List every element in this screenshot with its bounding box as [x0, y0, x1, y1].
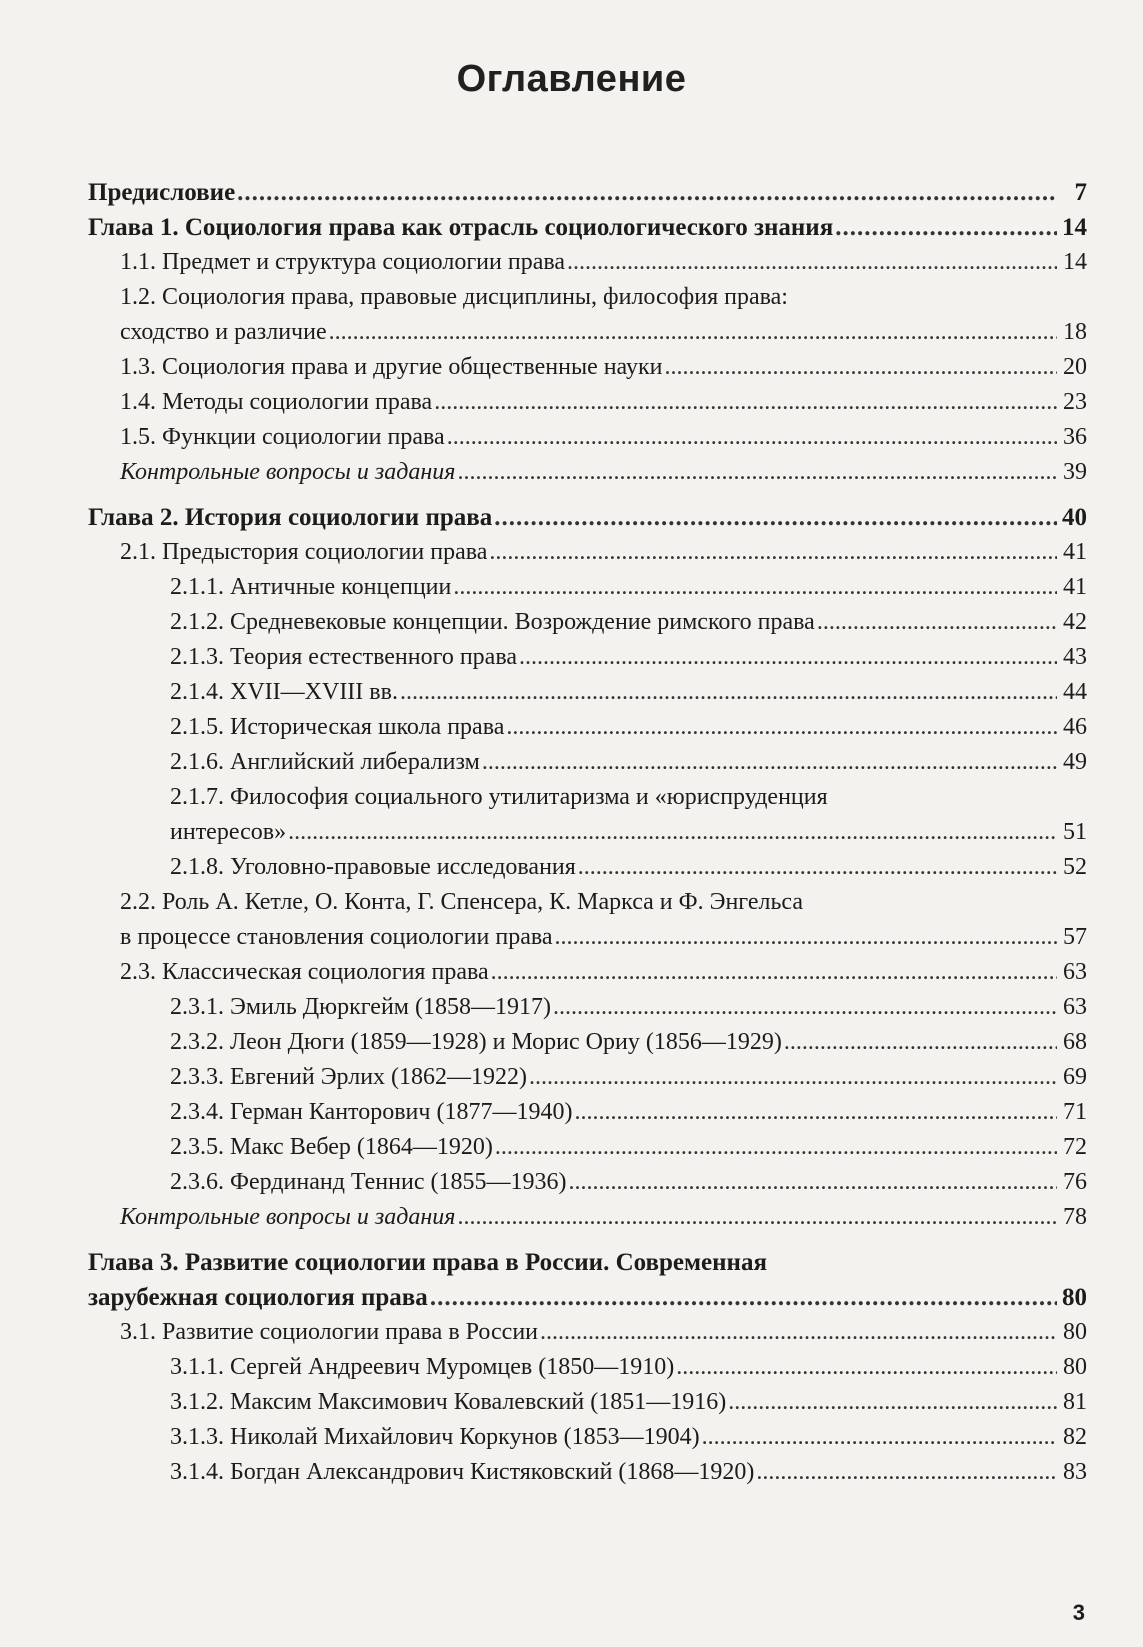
toc-page-number: 14	[1062, 214, 1087, 241]
toc-entry-title: 2.3.2. Леон Дюги (1859—1928) и Морис Ориу (1856—1929)	[170, 1029, 782, 1055]
dot-leader	[756, 1455, 1057, 1490]
dot-leader	[817, 605, 1057, 640]
toc-page-number: 68	[1063, 1029, 1087, 1055]
toc-page-number: 14	[1063, 249, 1087, 275]
toc-entry-title: интересов»	[170, 819, 287, 845]
dot-leader	[430, 1280, 1057, 1315]
toc-chapter-entry[interactable]	[88, 500, 1087, 535]
toc-page-number: 23	[1063, 389, 1087, 415]
toc-page-number: 51	[1063, 819, 1087, 845]
toc-page-number: 71	[1063, 1099, 1087, 1125]
toc-page-number: 83	[1063, 1459, 1087, 1485]
toc-entry[interactable]	[88, 1315, 1087, 1350]
dot-leader	[329, 315, 1057, 350]
toc-entry-title: Предисловие	[88, 179, 236, 206]
toc-entry-title: 2.1.3. Теория естественного права	[170, 644, 518, 670]
toc-entry-title: 2.1. Предыстория социологии права	[120, 539, 488, 565]
toc-entry-title: 1.1. Предмет и структура социологии права	[120, 249, 566, 275]
dot-leader	[676, 1350, 1057, 1385]
toc-entry[interactable]	[88, 850, 1087, 885]
toc-entry[interactable]	[88, 535, 1087, 570]
dot-leader	[835, 210, 1057, 245]
dot-leader	[491, 955, 1057, 990]
toc-page-number: 42	[1063, 609, 1087, 635]
toc-page-number: 44	[1063, 679, 1087, 705]
dot-leader	[237, 175, 1057, 210]
toc-entry-title: 1.2. Социология права, правовые дисциплины, философия права:	[120, 284, 788, 310]
toc-page-number: 39	[1063, 459, 1087, 485]
toc-page-number: 80	[1063, 1354, 1087, 1380]
toc-entry-title: 2.1.6. Английский либерализм	[170, 749, 480, 775]
dot-leader	[506, 710, 1057, 745]
toc-page-number: 41	[1063, 539, 1087, 565]
toc-chapter-entry[interactable]	[88, 1245, 1087, 1315]
dot-leader	[434, 385, 1057, 420]
toc-entry-title: 2.1.8. Уголовно-правовые исследования	[170, 854, 576, 880]
dot-leader	[540, 1315, 1057, 1350]
dot-leader	[553, 990, 1057, 1025]
toc-entry[interactable]	[88, 955, 1087, 990]
toc-entry[interactable]	[88, 990, 1087, 1025]
toc-page-number: 69	[1063, 1064, 1087, 1090]
dot-leader	[447, 420, 1057, 455]
toc-entry[interactable]	[88, 1060, 1087, 1095]
toc-chapter-entry[interactable]	[88, 175, 1087, 210]
toc-entry-title: 2.1.7. Философия социального утилитаризма и «юриспруденция	[170, 784, 828, 810]
toc-page-number: 81	[1063, 1389, 1087, 1415]
toc-entry[interactable]	[88, 1385, 1087, 1420]
toc-entry-title: Глава 1. Социология права как отрасль социологического знания	[88, 214, 834, 241]
toc-page-number: 57	[1063, 924, 1087, 950]
toc-entry[interactable]	[88, 605, 1087, 640]
dot-leader	[457, 1200, 1057, 1235]
toc-entry[interactable]	[88, 1130, 1087, 1165]
toc-page-number: 80	[1062, 1284, 1087, 1311]
dot-leader	[529, 1060, 1057, 1095]
dot-leader	[568, 1165, 1057, 1200]
toc-entry-title: 1.5. Функции социологии права	[120, 424, 445, 450]
toc-entry[interactable]	[88, 675, 1087, 710]
toc-page-number: 46	[1063, 714, 1087, 740]
toc-page-number: 41	[1063, 574, 1087, 600]
toc-entry-title: 2.1.2. Средневековые концепции. Возрождение римского права	[170, 609, 815, 635]
toc-page-number: 20	[1063, 354, 1087, 380]
toc-page-number: 78	[1063, 1204, 1087, 1230]
dot-leader	[578, 850, 1057, 885]
toc-entry-title: 2.3.6. Фердинанд Теннис (1855—1936)	[170, 1169, 567, 1195]
toc-chapter-entry[interactable]	[88, 210, 1087, 245]
toc-entry-title: Контрольные вопросы и задания	[120, 459, 456, 485]
dot-leader	[457, 455, 1057, 490]
page-title: Оглавление	[456, 58, 687, 100]
dot-leader	[495, 1130, 1057, 1165]
toc-entry-title: 3.1.1. Сергей Андреевич Муромцев (1850—1910)	[170, 1354, 675, 1380]
toc-entry-title: 3.1. Развитие социологии права в России	[120, 1319, 539, 1345]
dot-leader	[728, 1385, 1057, 1420]
dot-leader	[482, 745, 1057, 780]
toc-page-number: 40	[1062, 504, 1087, 531]
dot-leader	[400, 675, 1057, 710]
dot-leader	[519, 640, 1057, 675]
dot-leader	[494, 500, 1057, 535]
dot-leader	[567, 245, 1057, 280]
toc-entry[interactable]	[88, 1165, 1087, 1200]
toc-page-number: 18	[1063, 319, 1087, 345]
toc-entry-title: зарубежная социология права	[88, 1284, 428, 1311]
toc-entry-title: 2.2. Роль А. Кетле, О. Конта, Г. Спенсера, К. Маркса и Ф. Энгельса	[120, 889, 803, 915]
toc-page-number: 52	[1063, 854, 1087, 880]
toc-entry[interactable]	[88, 570, 1087, 605]
toc-entry-title: 1.4. Методы социологии права	[120, 389, 433, 415]
dot-leader	[555, 920, 1057, 955]
toc-entry-title: 2.3.4. Герман Канторович (1877—1940)	[170, 1099, 573, 1125]
toc-questions-entry[interactable]	[88, 455, 1087, 490]
toc-entry-title: 3.1.4. Богдан Александрович Кистяковский (1868—1920)	[170, 1459, 755, 1485]
toc-entry-title: Глава 2. История социологии права	[88, 504, 493, 531]
toc-entry-title: 2.3.1. Эмиль Дюркгейм (1858—1917)	[170, 994, 551, 1020]
toc-questions-entry[interactable]	[88, 1200, 1087, 1235]
toc-entry[interactable]	[88, 640, 1087, 675]
toc-entry-title: сходство и различие	[120, 319, 327, 345]
dot-leader	[665, 350, 1058, 385]
toc-page-number: 76	[1063, 1169, 1087, 1195]
toc-page-number: 49	[1063, 749, 1087, 775]
toc-page-number: 82	[1063, 1424, 1087, 1450]
toc-entry-title: 2.1.4. XVII—XVIII вв.	[170, 679, 398, 705]
toc-entry[interactable]	[88, 385, 1087, 420]
toc-entry-title: 2.3.5. Макс Вебер (1864—1920)	[170, 1134, 493, 1160]
toc-entry[interactable]	[88, 1025, 1087, 1060]
toc-entry-title: 2.1.1. Античные концепции	[170, 574, 452, 600]
toc-entry[interactable]	[88, 350, 1087, 385]
toc-entry[interactable]	[88, 745, 1087, 780]
toc-entry-title: в процессе становления социологии права	[120, 924, 553, 950]
toc-entry-title: 2.1.5. Историческая школа права	[170, 714, 505, 740]
toc-entry[interactable]	[88, 1350, 1087, 1385]
dot-leader	[453, 570, 1057, 605]
toc-entry[interactable]	[88, 1420, 1087, 1455]
toc-entry[interactable]	[88, 1455, 1087, 1490]
toc-entry-title: 3.1.2. Максим Максимович Ковалевский (1851—1916)	[170, 1389, 727, 1415]
dot-leader	[489, 535, 1057, 570]
toc-entry-title: Контрольные вопросы и задания	[120, 1204, 456, 1230]
toc-entry[interactable]	[88, 420, 1087, 455]
toc-entry-title: 2.3.3. Евгений Эрлих (1862—1922)	[170, 1064, 528, 1090]
dot-leader	[702, 1420, 1057, 1455]
toc-page-number: 72	[1063, 1134, 1087, 1160]
toc-entry[interactable]	[88, 780, 1087, 850]
page-number: 3	[1072, 1600, 1085, 1625]
toc-entry-title: 3.1.3. Николай Михайлович Коркунов (1853—1904)	[170, 1424, 700, 1450]
toc-entry[interactable]	[88, 885, 1087, 955]
toc-entry[interactable]	[88, 280, 1087, 350]
toc-page-number: 80	[1063, 1319, 1087, 1345]
toc-entry[interactable]	[88, 1095, 1087, 1130]
dot-leader	[784, 1025, 1057, 1060]
toc-entry-title: 2.3. Классическая социология права	[120, 959, 489, 985]
dot-leader	[288, 815, 1057, 850]
toc-entry[interactable]	[88, 710, 1087, 745]
toc-entry-title: Глава 3. Развитие социологии права в России. Современная	[88, 1249, 767, 1276]
toc-page-number: 43	[1063, 644, 1087, 670]
toc-page-number: 36	[1063, 424, 1087, 450]
table-of-contents	[88, 175, 1087, 1490]
toc-page-number: 63	[1063, 994, 1087, 1020]
toc-page-number: 7	[1074, 179, 1087, 206]
toc-page-number: 63	[1063, 959, 1087, 985]
toc-entry[interactable]	[88, 245, 1087, 280]
toc-entry-title: 1.3. Социология права и другие общественные науки	[120, 354, 663, 380]
dot-leader	[574, 1095, 1057, 1130]
